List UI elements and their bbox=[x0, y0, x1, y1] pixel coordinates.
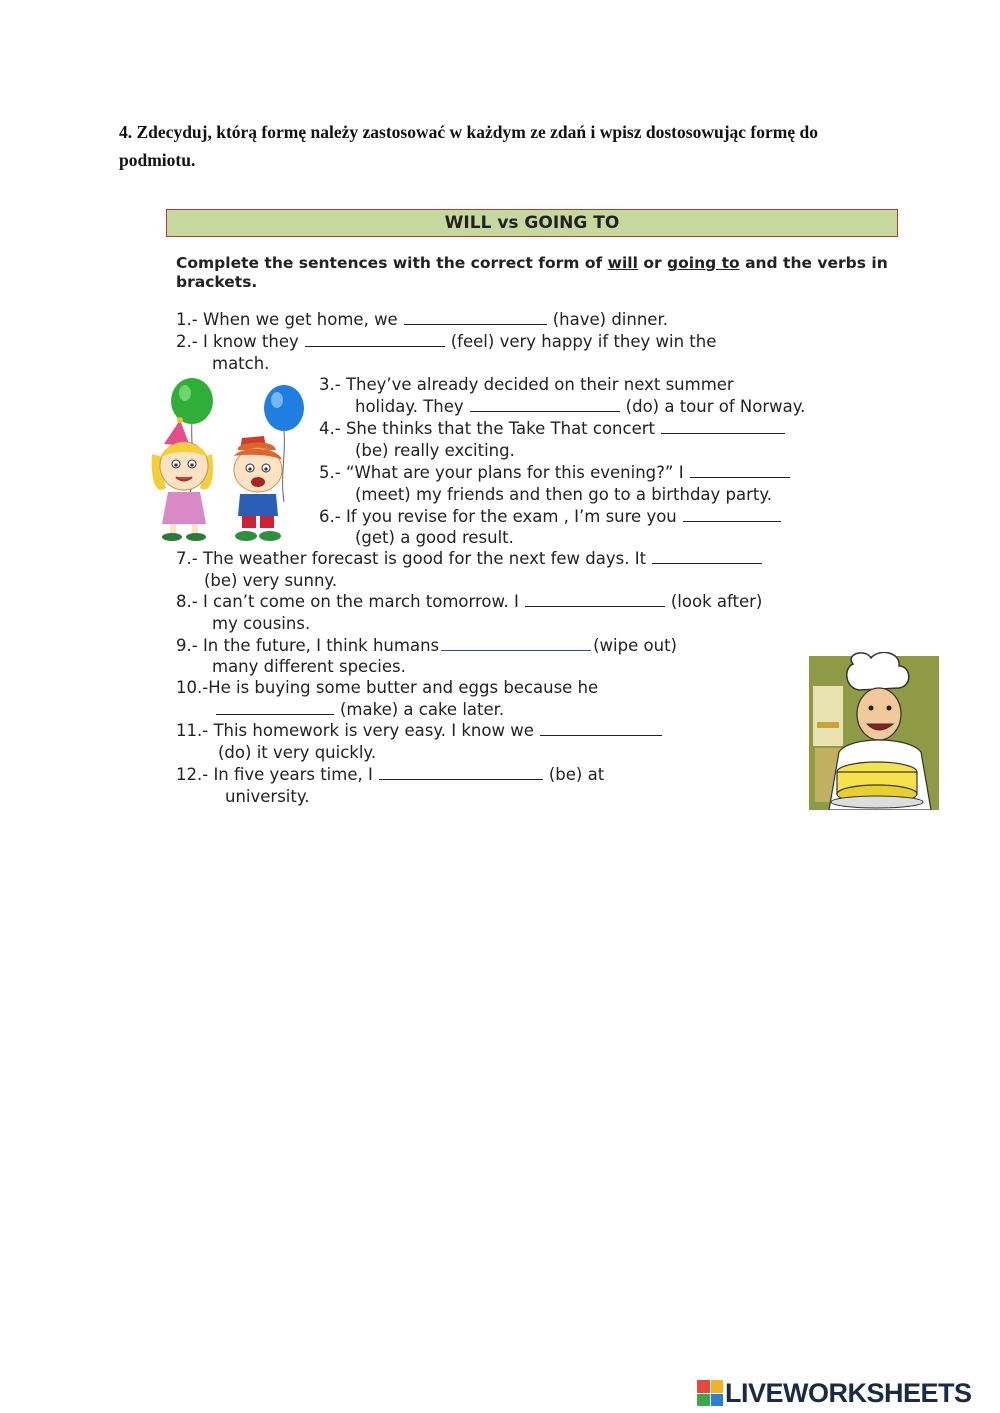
question-3-line2 bbox=[355, 396, 805, 418]
question-11-line2: (do) it very quickly. bbox=[218, 743, 377, 762]
answer-blank-11[interactable] bbox=[540, 720, 662, 736]
question-1 bbox=[176, 309, 668, 331]
instruction-will: will bbox=[607, 254, 638, 272]
question-2-verb: (feel) very happy if they win the bbox=[450, 332, 717, 351]
question-9 bbox=[176, 635, 677, 657]
question-12-line2: university. bbox=[225, 787, 310, 806]
question-12 bbox=[176, 764, 604, 786]
task-heading: 4. Zdecyduj, którą formę należy zastosować w każdym ze zdań i wpisz dostosowując formę do podmiotu. bbox=[119, 122, 818, 170]
question-1-verb: (have) dinner. bbox=[552, 310, 668, 329]
question-3-verb: (do) a tour of Norway. bbox=[625, 397, 806, 416]
answer-blank-8[interactable] bbox=[525, 591, 665, 607]
question-11-text: 11.- This homework is very easy. I know we bbox=[176, 721, 534, 740]
answer-blank-4[interactable] bbox=[661, 418, 785, 434]
question-5-line2: (meet) my friends and then go to a birthday party. bbox=[355, 485, 773, 504]
instruction-part3: and the verbs in brackets. bbox=[176, 254, 888, 291]
party-kids-illustration bbox=[142, 376, 312, 544]
question-8 bbox=[176, 591, 762, 613]
question-2 bbox=[176, 331, 716, 353]
question-7-text: 7.- The weather forecast is good for the next few days. It bbox=[176, 549, 647, 568]
question-4-text: 4.- She thinks that the Take That concert bbox=[319, 419, 655, 438]
question-9-verb: (wipe out) bbox=[593, 636, 677, 655]
question-10-line2 bbox=[212, 699, 504, 721]
answer-blank-1[interactable] bbox=[404, 309, 547, 325]
answer-blank-2[interactable] bbox=[305, 331, 445, 347]
question-2-text: 2.- I know they bbox=[176, 332, 299, 351]
question-9-line2: many different species. bbox=[212, 657, 406, 676]
question-5-text: 5.- “What are your plans for this evening?” I bbox=[319, 463, 684, 482]
liveworksheets-brand: LIVEWORKSHEETS bbox=[725, 1377, 972, 1408]
answer-blank-12[interactable] bbox=[379, 764, 543, 780]
worksheet-title: WILL vs GOING TO bbox=[166, 209, 898, 237]
liveworksheets-logo bbox=[697, 1378, 972, 1408]
question-12-text: 12.- In five years time, I bbox=[176, 765, 373, 784]
chef-illustration bbox=[809, 652, 939, 810]
answer-blank-10[interactable] bbox=[216, 699, 334, 715]
question-9-text: 9.- In the future, I think humans bbox=[176, 636, 440, 655]
liveworksheets-icon bbox=[697, 1380, 723, 1406]
question-6-line2: (get) a good result. bbox=[355, 528, 514, 547]
instruction-part2: or bbox=[637, 254, 668, 272]
question-2-line2: match. bbox=[212, 354, 270, 373]
answer-blank-6[interactable] bbox=[683, 506, 781, 522]
answer-blank-3[interactable] bbox=[470, 396, 620, 412]
question-10-verb: (make) a cake later. bbox=[340, 700, 505, 719]
question-3-text: holiday. They bbox=[355, 397, 464, 416]
answer-blank-9[interactable] bbox=[441, 635, 591, 651]
answer-blank-5[interactable] bbox=[690, 462, 790, 478]
question-1-text: 1.- When we get home, we bbox=[176, 310, 398, 329]
instruction-going-to: going to bbox=[667, 254, 740, 272]
answer-blank-7[interactable] bbox=[652, 548, 762, 564]
question-7 bbox=[176, 548, 768, 570]
question-6-text: 6.- If you revise for the exam , I’m sure you bbox=[319, 507, 677, 526]
question-8-text: 8.- I can’t come on the march tomorrow. I bbox=[176, 592, 519, 611]
question-6 bbox=[319, 506, 787, 528]
question-5 bbox=[319, 462, 796, 484]
question-11 bbox=[176, 720, 668, 742]
instruction-part1: Complete the sentences with the correct form of bbox=[176, 254, 608, 272]
worksheet-instruction bbox=[176, 254, 896, 292]
question-7-line2: (be) very sunny. bbox=[204, 571, 338, 590]
question-8-verb: (look after) bbox=[670, 592, 763, 611]
question-4-line2: (be) really exciting. bbox=[355, 441, 515, 460]
question-4 bbox=[319, 418, 791, 440]
question-3: 3.- They’ve already decided on their next summer bbox=[319, 375, 734, 394]
question-8-line2: my cousins. bbox=[212, 614, 311, 633]
question-12-verb: (be) at bbox=[548, 765, 605, 784]
question-10: 10.-He is buying some butter and eggs because he bbox=[176, 678, 599, 697]
